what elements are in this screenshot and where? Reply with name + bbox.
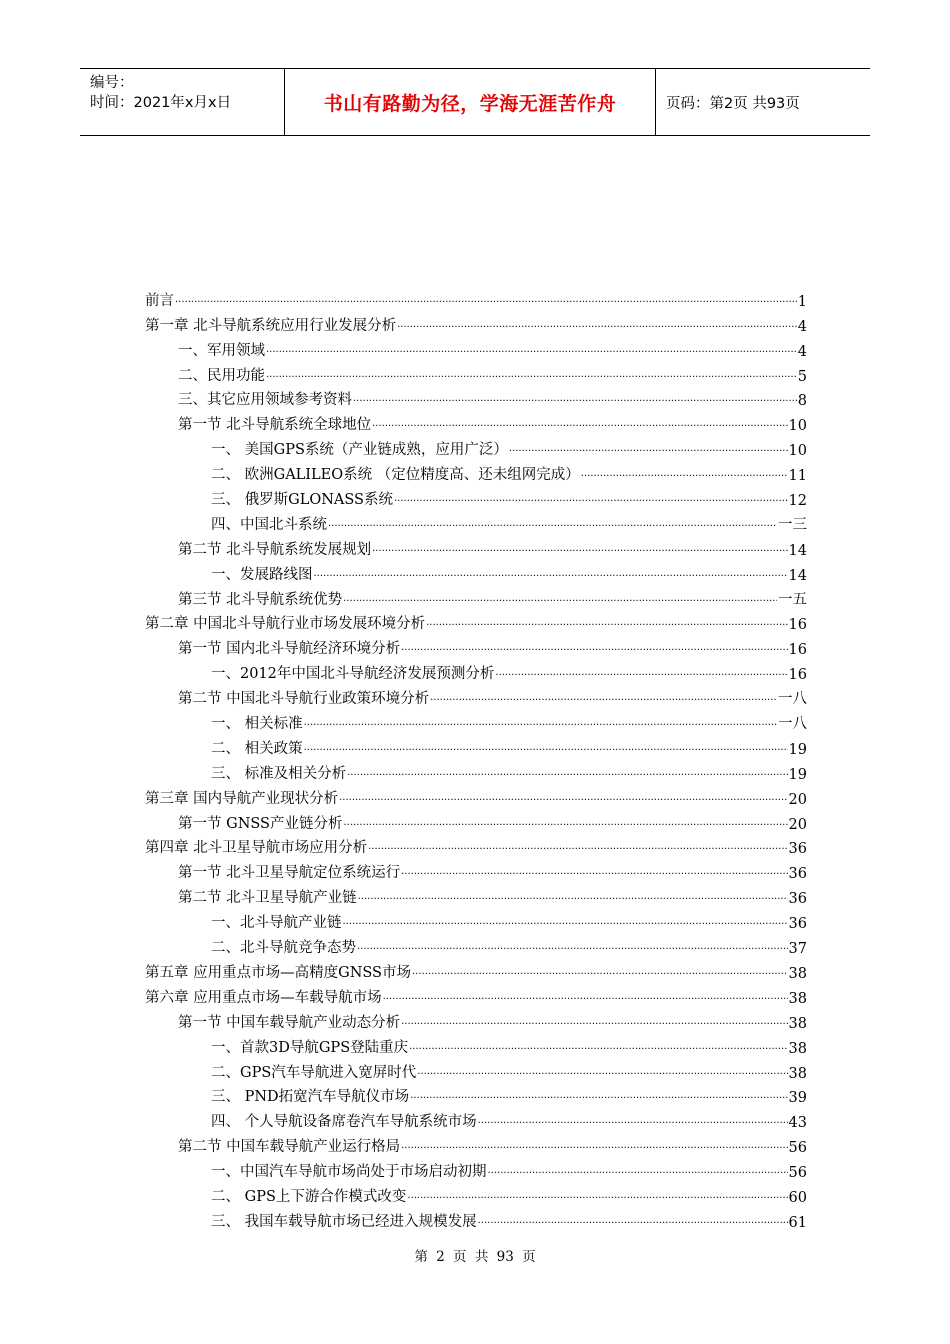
- toc-entry[interactable]: [145, 783, 807, 808]
- table-of-contents: [145, 285, 807, 1231]
- toc-entry[interactable]: [145, 1156, 807, 1181]
- toc-entry-page: 4: [797, 343, 807, 360]
- toc-entry-title: 第五章 应用重点市场—高精度GNSS市场: [145, 961, 412, 982]
- toc-entry-title: 一、发展路线图: [211, 563, 314, 584]
- toc-entry-title: 第三章 国内导航产业现状分析: [145, 787, 339, 808]
- toc-entry-title: 一、 相关标准: [211, 712, 304, 733]
- toc-entry[interactable]: [145, 857, 807, 882]
- toc-dot-leader: [430, 691, 777, 705]
- toc-entry[interactable]: [145, 335, 807, 360]
- toc-dot-leader: [412, 965, 788, 979]
- toc-entry-title: 二、民用功能: [178, 364, 266, 385]
- toc-entry-title: 一、2012年中国北斗导航经济发展预测分析: [211, 662, 495, 683]
- toc-entry-title: 一、军用领域: [178, 339, 266, 360]
- toc-entry-title: 三、 我国车载导航市场已经进入规模发展: [211, 1210, 478, 1231]
- toc-entry-page: 19: [788, 741, 807, 758]
- toc-entry-title: 三、其它应用领域参考资料: [178, 388, 353, 409]
- toc-dot-leader: [357, 940, 788, 954]
- toc-dot-leader: [372, 417, 787, 431]
- toc-dot-leader: [495, 666, 787, 680]
- toc-entry[interactable]: [145, 708, 807, 733]
- toc-entry-title: 第一节 国内北斗导航经济环境分析: [178, 637, 401, 658]
- toc-entry[interactable]: [145, 1007, 807, 1032]
- toc-dot-leader: [266, 368, 797, 382]
- toc-dot-leader: [328, 517, 777, 531]
- toc-entry[interactable]: [145, 882, 807, 907]
- toc-entry-page: 12: [788, 493, 807, 510]
- page-footer: 第 2 页 共 93 页: [414, 1249, 536, 1265]
- toc-dot-leader: [581, 467, 788, 481]
- toc-entry[interactable]: [145, 484, 807, 509]
- toc-entry-page: 16: [788, 642, 807, 659]
- toc-dot-leader: [401, 1139, 787, 1153]
- toc-dot-leader: [397, 318, 797, 332]
- toc-entry-page: 14: [788, 542, 807, 559]
- toc-dot-leader: [478, 1114, 788, 1128]
- toc-dot-leader: [372, 542, 787, 556]
- toc-entry-title: 三、 标准及相关分析: [211, 762, 347, 783]
- toc-dot-leader: [304, 716, 777, 730]
- toc-entry[interactable]: [145, 733, 807, 758]
- toc-dot-leader: [368, 840, 787, 854]
- toc-entry[interactable]: [145, 1057, 807, 1082]
- header-date: 时间：2021年x月x日: [90, 95, 232, 111]
- toc-entry-title: 第三节 北斗导航系统优势: [178, 588, 343, 609]
- toc-entry[interactable]: [145, 1206, 807, 1231]
- toc-entry[interactable]: [145, 360, 807, 385]
- toc-entry-page: 38: [788, 1065, 807, 1082]
- toc-entry-page: 56: [788, 1165, 807, 1182]
- toc-entry-title: 第二节 北斗卫星导航产业链: [178, 886, 358, 907]
- toc-entry[interactable]: [145, 285, 807, 310]
- toc-entry-page: 43: [788, 1115, 807, 1132]
- header-page-info-cell: [656, 69, 870, 135]
- toc-dot-leader: [410, 1089, 787, 1103]
- toc-dot-leader: [488, 1164, 788, 1178]
- toc-entry-title: 二、 GPS上下游合作模式改变: [211, 1185, 407, 1206]
- toc-entry-page: 10: [788, 443, 807, 460]
- toc-entry-page: 一三: [778, 516, 807, 533]
- toc-entry-title: 二、北斗导航竞争态势: [211, 936, 357, 957]
- toc-entry-title: 第二节 中国车载导航产业运行格局: [178, 1135, 401, 1156]
- toc-entry-title: 第一节 中国车载导航产业动态分析: [178, 1011, 401, 1032]
- toc-entry-page: 36: [788, 866, 807, 883]
- toc-dot-leader: [344, 816, 788, 830]
- toc-dot-leader: [343, 592, 777, 606]
- toc-dot-leader: [353, 392, 797, 406]
- toc-entry-page: 60: [788, 1189, 807, 1206]
- toc-entry[interactable]: [145, 1131, 807, 1156]
- toc-entry-title: 四、 个人导航设备席卷汽车导航系统市场: [211, 1110, 478, 1131]
- toc-entry[interactable]: [145, 534, 807, 559]
- toc-entry[interactable]: [145, 509, 807, 534]
- toc-dot-leader: [401, 1015, 787, 1029]
- toc-entry[interactable]: [145, 459, 807, 484]
- toc-dot-leader: [314, 567, 788, 581]
- toc-dot-leader: [417, 1065, 787, 1079]
- toc-entry-title: 第一章 北斗导航系统应用行业发展分析: [145, 314, 397, 335]
- toc-dot-leader: [426, 616, 787, 630]
- toc-entry[interactable]: [145, 559, 807, 584]
- toc-dot-leader: [401, 641, 787, 655]
- toc-dot-leader: [266, 343, 797, 357]
- toc-entry-title: 二、 相关政策: [211, 737, 304, 758]
- toc-entry-page: 5: [797, 368, 807, 385]
- toc-entry-page: 14: [788, 567, 807, 584]
- toc-entry-page: 38: [788, 1040, 807, 1057]
- header-motto-cell: [284, 69, 656, 135]
- toc-entry[interactable]: [145, 409, 807, 434]
- toc-dot-leader: [304, 741, 788, 755]
- toc-entry[interactable]: [145, 658, 807, 683]
- header-motto: 书山有路勤为径，学海无涯苦作舟: [323, 92, 617, 115]
- toc-entry-page: 36: [788, 916, 807, 933]
- toc-entry[interactable]: [145, 907, 807, 932]
- toc-entry-title: 第二章 中国北斗导航行业市场发展环境分析: [145, 612, 426, 633]
- toc-entry-page: 一五: [778, 591, 807, 608]
- toc-dot-leader: [509, 442, 788, 456]
- toc-entry-title: 一、中国汽车导航市场尚处于市场启动初期: [211, 1160, 488, 1181]
- toc-entry-page: 20: [788, 816, 807, 833]
- toc-dot-leader: [343, 915, 788, 929]
- toc-entry-title: 第一节 北斗卫星导航定位系统运行: [178, 861, 401, 882]
- toc-entry-page: 37: [788, 941, 807, 958]
- toc-dot-leader: [407, 1189, 787, 1203]
- toc-dot-leader: [339, 791, 787, 805]
- toc-entry-title: 第六章 应用重点市场—车载导航市场: [145, 986, 383, 1007]
- toc-entry[interactable]: [145, 310, 807, 335]
- toc-entry-title: 三、 俄罗斯GLONASS系统: [211, 488, 394, 509]
- toc-entry[interactable]: [145, 683, 807, 708]
- toc-entry-page: 36: [788, 841, 807, 858]
- toc-dot-leader: [409, 1040, 787, 1054]
- toc-entry-page: 16: [788, 617, 807, 634]
- toc-entry-page: 一八: [778, 716, 807, 733]
- toc-entry[interactable]: [145, 1181, 807, 1206]
- toc-entry-page: 38: [788, 990, 807, 1007]
- toc-entry[interactable]: [145, 932, 807, 957]
- toc-entry-page: 11: [788, 468, 807, 485]
- toc-dot-leader: [347, 766, 787, 780]
- toc-entry-title: 一、首款3D导航GPS登陆重庆: [211, 1036, 409, 1057]
- toc-entry-title: 二、GPS汽车导航进入宽屏时代: [211, 1061, 417, 1082]
- toc-entry[interactable]: [145, 833, 807, 858]
- toc-entry[interactable]: [145, 1032, 807, 1057]
- toc-entry-page: 4: [797, 318, 807, 335]
- toc-entry[interactable]: [145, 808, 807, 833]
- toc-entry[interactable]: [145, 957, 807, 982]
- header-serial: 编号：: [90, 75, 134, 91]
- toc-entry-title: 一、北斗导航产业链: [211, 911, 343, 932]
- toc-entry-page: 1: [797, 293, 807, 310]
- toc-dot-leader: [358, 890, 788, 904]
- toc-entry-page: 10: [788, 418, 807, 435]
- toc-entry[interactable]: [145, 758, 807, 783]
- toc-entry-title: 前言: [145, 289, 175, 310]
- toc-entry-page: 38: [788, 965, 807, 982]
- page-header: [80, 68, 870, 136]
- toc-entry-title: 第四章 北斗卫星导航市场应用分析: [145, 836, 368, 857]
- toc-entry[interactable]: [145, 633, 807, 658]
- toc-entry-page: 56: [788, 1140, 807, 1157]
- toc-entry-page: 一八: [778, 691, 807, 708]
- toc-entry-page: 8: [797, 393, 807, 410]
- toc-entry-title: 第一节 GNSS产业链分析: [178, 812, 344, 833]
- toc-entry-page: 61: [788, 1214, 807, 1231]
- toc-entry-page: 39: [788, 1090, 807, 1107]
- toc-entry-page: 20: [788, 791, 807, 808]
- toc-entry[interactable]: [145, 1106, 807, 1131]
- toc-entry-page: 38: [788, 1015, 807, 1032]
- toc-dot-leader: [383, 990, 788, 1004]
- toc-entry-page: 16: [788, 667, 807, 684]
- toc-entry-title: 二、 欧洲GALILEO系统 （定位精度高、还未组网完成）: [211, 463, 581, 484]
- toc-entry-page: 36: [788, 891, 807, 908]
- header-meta: [80, 69, 284, 135]
- toc-entry-title: 一、 美国GPS系统（产业链成熟，应用广泛）: [211, 438, 509, 459]
- toc-entry[interactable]: [145, 385, 807, 410]
- toc-entry[interactable]: [145, 982, 807, 1007]
- toc-entry-page: 19: [788, 766, 807, 783]
- header-page-info: 页码：第2页 共93页: [666, 95, 800, 112]
- toc-entry[interactable]: [145, 1082, 807, 1107]
- toc-entry[interactable]: [145, 434, 807, 459]
- toc-entry-title: 四、中国北斗系统: [211, 513, 328, 534]
- toc-dot-leader: [401, 865, 787, 879]
- toc-entry-title: 第二节 中国北斗导航行业政策环境分析: [178, 687, 430, 708]
- toc-entry[interactable]: [145, 584, 807, 609]
- toc-entry-title: 第二节 北斗导航系统发展规划: [178, 538, 372, 559]
- toc-entry[interactable]: [145, 609, 807, 634]
- toc-entry-title: 第一节 北斗导航系统全球地位: [178, 413, 372, 434]
- toc-dot-leader: [175, 293, 797, 307]
- toc-entry-title: 三、 PND拓宽汽车导航仪市场: [211, 1085, 410, 1106]
- toc-dot-leader: [478, 1214, 788, 1228]
- toc-dot-leader: [394, 492, 788, 506]
